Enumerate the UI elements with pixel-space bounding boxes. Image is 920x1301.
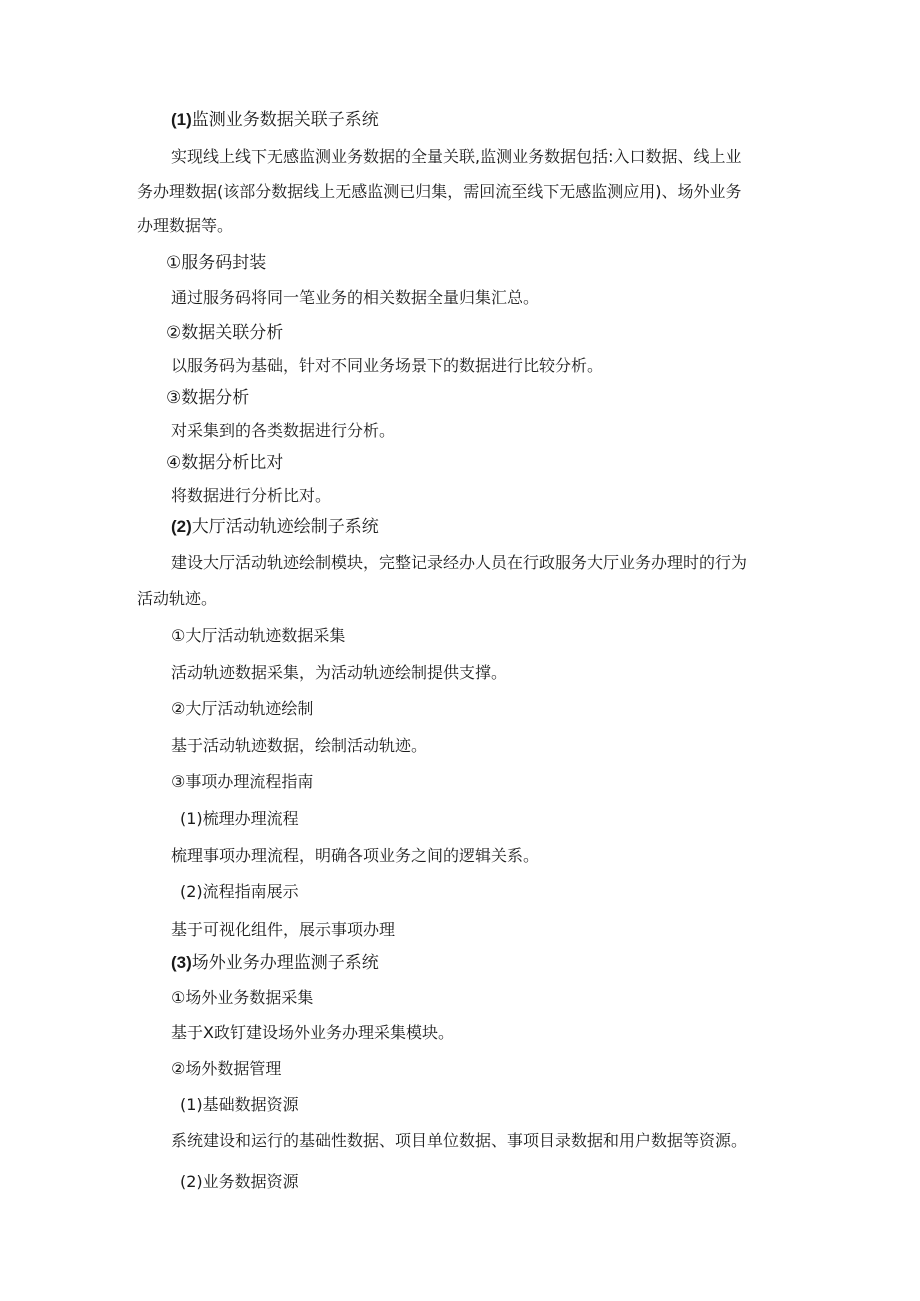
section-2-heading	[171, 517, 379, 537]
section-1-intro-line-3: 办理数据等。	[137, 216, 234, 235]
section-2-intro-line-2: 活动轨迹。	[137, 589, 218, 608]
item-heading: ①场外业务数据采集	[171, 988, 314, 1007]
item-desc: 活动轨迹数据采集，为活动轨迹绘制提供支撑。	[171, 663, 508, 682]
item-heading: ②数据关联分析	[166, 323, 284, 343]
section-1-intro-line-2: 务办理数据(该部分数据线上无感监测已归集，需回流至线下无感监测应用)、场外业务	[137, 182, 742, 201]
item-desc: 基于活动轨迹数据，绘制活动轨迹。	[171, 736, 428, 755]
subitem-desc: 梳理事项办理流程，明确各项业务之间的逻辑关系。	[171, 846, 540, 865]
item-heading: ①大厅活动轨迹数据采集	[171, 626, 346, 645]
section-1-title: 监测业务数据关联子系统	[191, 110, 379, 130]
subitem-desc: 系统建设和运行的基础性数据、项目单位数据、事项目录数据和用户数据等资源。	[171, 1131, 748, 1150]
section-3-title: 场外业务办理监测子系统	[191, 953, 379, 973]
item-heading: ②大厅活动轨迹绘制	[171, 699, 314, 718]
section-2-number: (2)	[171, 517, 192, 536]
item-desc: 基于X政钉建设场外业务办理采集模块。	[171, 1023, 454, 1042]
subitem-heading: (2)流程指南展示	[180, 882, 299, 901]
section-3-heading	[171, 953, 379, 973]
item-desc: 对采集到的各类数据进行分析。	[171, 421, 396, 440]
item-desc: 将数据进行分析比对。	[171, 486, 332, 505]
section-2-title: 大厅活动轨迹绘制子系统	[191, 517, 379, 537]
item-heading: ①服务码封装	[166, 253, 267, 273]
item-heading: ②场外数据管理	[171, 1059, 282, 1078]
subitem-desc: 基于可视化组件，展示事项办理	[171, 920, 396, 939]
subitem-heading: (2)业务数据资源	[180, 1172, 299, 1191]
section-2-intro-line-1: 建设大厅活动轨迹绘制模块，完整记录经办人员在行政服务大厅业务办理时的行为	[171, 553, 748, 572]
subitem-heading: (1)梳理办理流程	[180, 809, 299, 828]
section-1-intro-line-1: 实现线上线下无感监测业务数据的全量关联,监测业务数据包括:入口数据、线上业	[171, 147, 742, 166]
item-desc: 通过服务码将同一笔业务的相关数据全量归集汇总。	[171, 288, 540, 307]
item-heading: ③事项办理流程指南	[171, 772, 314, 791]
subitem-heading: (1)基础数据资源	[180, 1095, 299, 1114]
section-3-number: (3)	[171, 953, 192, 972]
item-heading: ④数据分析比对	[166, 453, 284, 473]
section-1-number: (1)	[171, 110, 192, 129]
section-1-heading	[171, 110, 379, 130]
item-desc: 以服务码为基础，针对不同业务场景下的数据进行比较分析。	[171, 356, 604, 375]
item-heading: ③数据分析	[166, 388, 250, 408]
